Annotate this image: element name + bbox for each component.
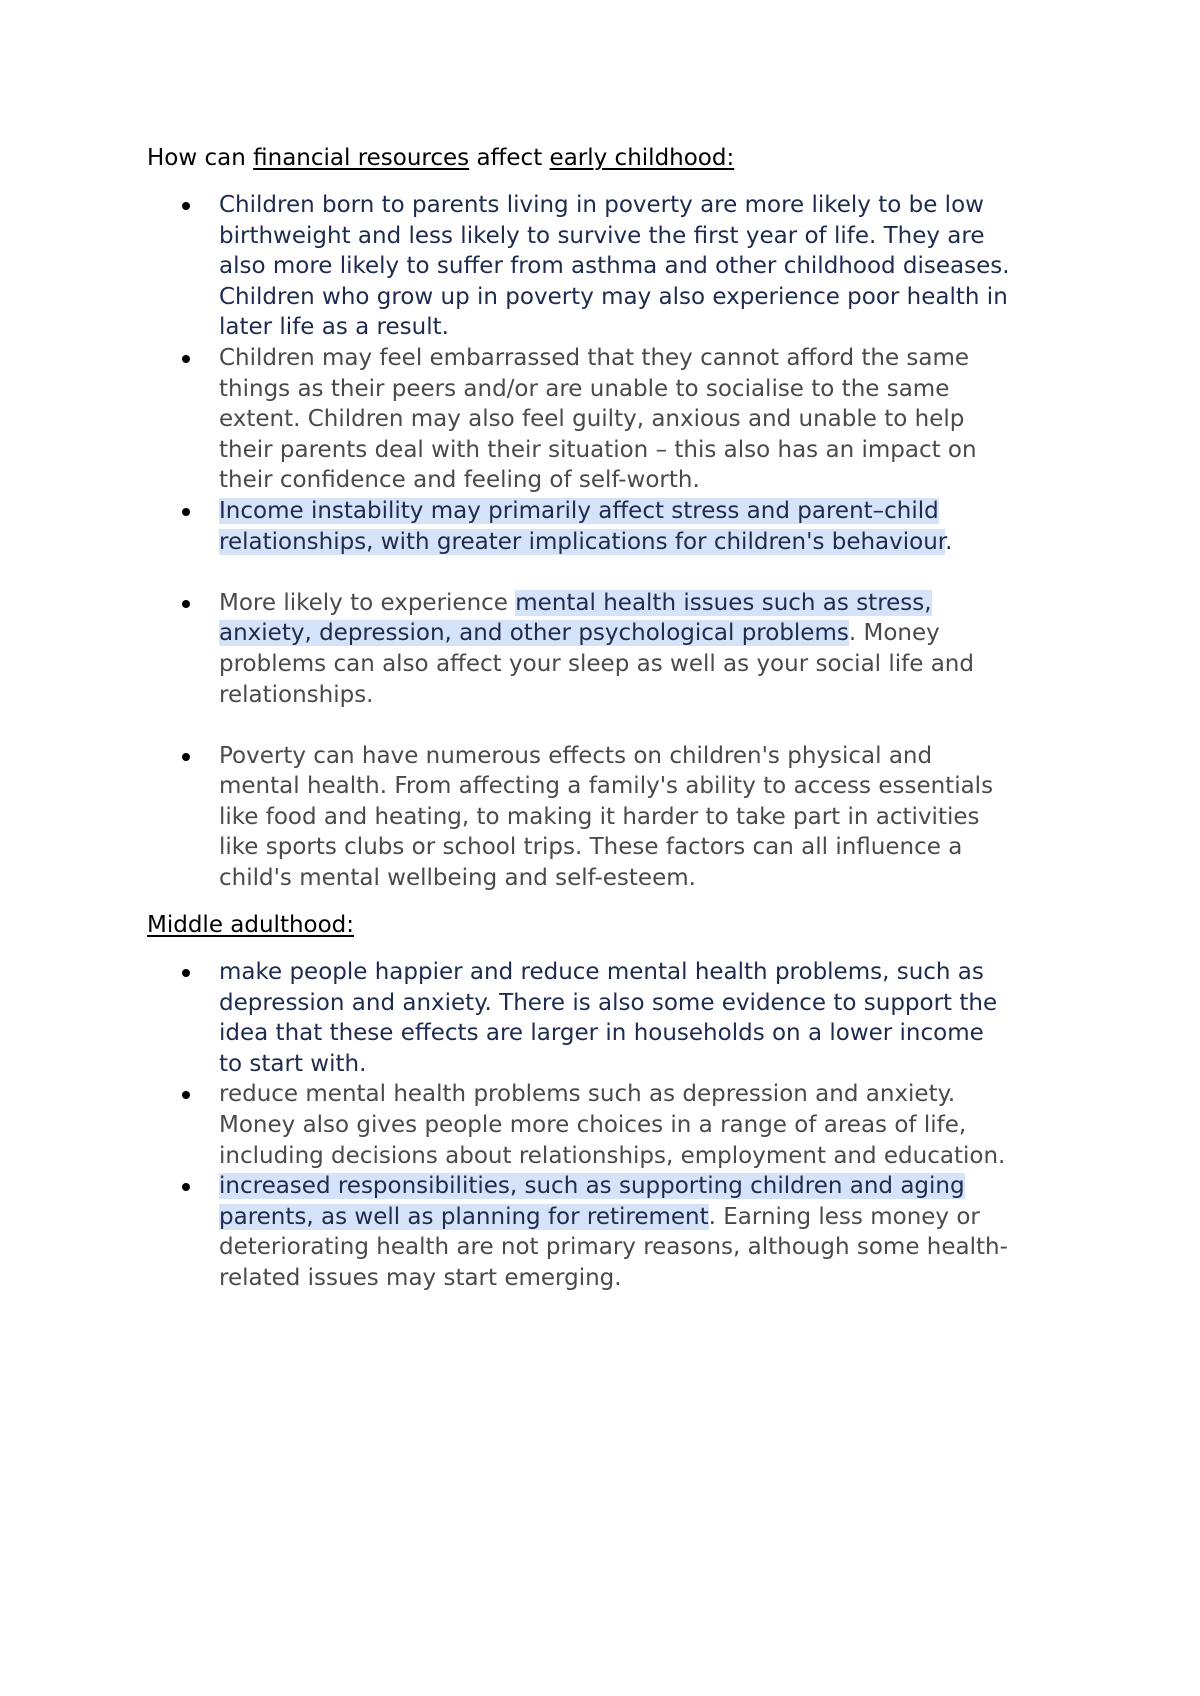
text-line: problems can also affect your sleep as well as your social life and [219, 650, 974, 677]
text-tail: . [945, 528, 953, 555]
list-item [0, 741, 1059, 894]
list-item [0, 957, 1059, 1079]
text-line: relationships. [219, 681, 374, 708]
heading-text: Middle adulthood: [147, 912, 355, 938]
text-line [219, 496, 1059, 527]
text-line: related issues may start emerging. [219, 1264, 622, 1291]
text-line: Poverty can have numerous effects on children's physical and [219, 742, 933, 769]
text-line: like sports clubs or school trips. These factors can all influence a [219, 834, 963, 861]
middle-adulthood-list [0, 957, 1200, 1294]
text-line: extent. Children may also feel guilty, anxious and unable to help [219, 406, 965, 433]
text-line: reduce mental health problems such as depression and anxiety. [219, 1081, 956, 1108]
text-line [219, 588, 1059, 619]
text-line: birthweight and less likely to survive the first year of life. They are [219, 222, 985, 249]
text-tail: . Earning less money or [708, 1203, 980, 1230]
text-line: mental health. From affecting a family's ability to access essentials [219, 773, 994, 800]
bullet-icon [182, 1091, 190, 1099]
text-line: Money also gives people more choices in a range of areas of life, [219, 1111, 967, 1138]
early-childhood-list [0, 190, 1200, 894]
highlighted-text: relationships, with greater implications for children's behaviour [219, 528, 946, 555]
text-line: their parents deal with their situation – this also has an impact on [219, 436, 977, 463]
text-line [219, 1202, 1059, 1233]
text-plain: More likely to experience [219, 589, 516, 616]
text-line: to start with. [219, 1050, 367, 1077]
bullet-icon [182, 753, 190, 761]
bullet-icon [182, 508, 190, 516]
text-line: later life as a result. [219, 314, 449, 341]
list-item [0, 1079, 1059, 1171]
highlighted-text: increased responsibilities, such as supporting children and aging [219, 1173, 965, 1200]
bullet-icon [182, 1183, 190, 1191]
text-line: like food and heating, to making it harder to take part in activities [219, 803, 980, 830]
list-item [0, 190, 1059, 343]
list-item [0, 343, 1059, 496]
text-line [219, 1171, 1059, 1202]
text-line [219, 618, 1059, 649]
bullet-icon [182, 969, 190, 977]
heading-prefix: How can [147, 145, 254, 171]
highlighted-text: anxiety, depression, and other psychological problems [219, 620, 849, 647]
bullet-icon [182, 202, 190, 210]
highlighted-text: Income instability may primarily affect stress and parent–child [219, 497, 939, 524]
text-line [219, 527, 1059, 558]
text-line: depression and anxiety. There is also some evidence to support the [219, 989, 998, 1016]
text-line: Children who grow up in poverty may also experience poor health in [219, 283, 1008, 310]
text-line: Children born to parents living in poverty are more likely to be low [219, 192, 984, 218]
heading-link-early-childhood[interactable]: early childhood: [549, 145, 735, 171]
text-line: idea that these effects are larger in households on a lower income [219, 1020, 984, 1047]
text-line: Children may feel embarrassed that they cannot afford the same [219, 344, 970, 371]
text-line: their confidence and feeling of self-worth. [219, 467, 700, 494]
text-line: deteriorating health are not primary reasons, although some health- [219, 1234, 1008, 1261]
heading-link-financial-resources[interactable]: financial resources [253, 145, 470, 171]
text-line: child's mental wellbeing and self-esteem. [219, 865, 696, 892]
highlighted-text: mental health issues such as stress, [515, 589, 932, 616]
text-line: also more likely to suffer from asthma and other childhood diseases. [219, 253, 1010, 280]
bullet-icon [182, 600, 190, 608]
section-heading-middle-adulthood [147, 910, 354, 941]
highlighted-text: parents, as well as planning for retirement [219, 1203, 709, 1230]
list-item [0, 496, 1059, 557]
text-line: including decisions about relationships, employment and education. [219, 1142, 1006, 1169]
text-line: make people happier and reduce mental health problems, such as [219, 959, 984, 985]
list-item [0, 588, 1059, 710]
heading-middle: affect [469, 145, 550, 171]
text-tail: . Money [848, 620, 940, 647]
bullet-icon [182, 355, 190, 363]
text-line: things as their peers and/or are unable to socialise to the same [219, 375, 950, 402]
section-heading-early-childhood [147, 143, 734, 174]
list-item [0, 1171, 1059, 1293]
